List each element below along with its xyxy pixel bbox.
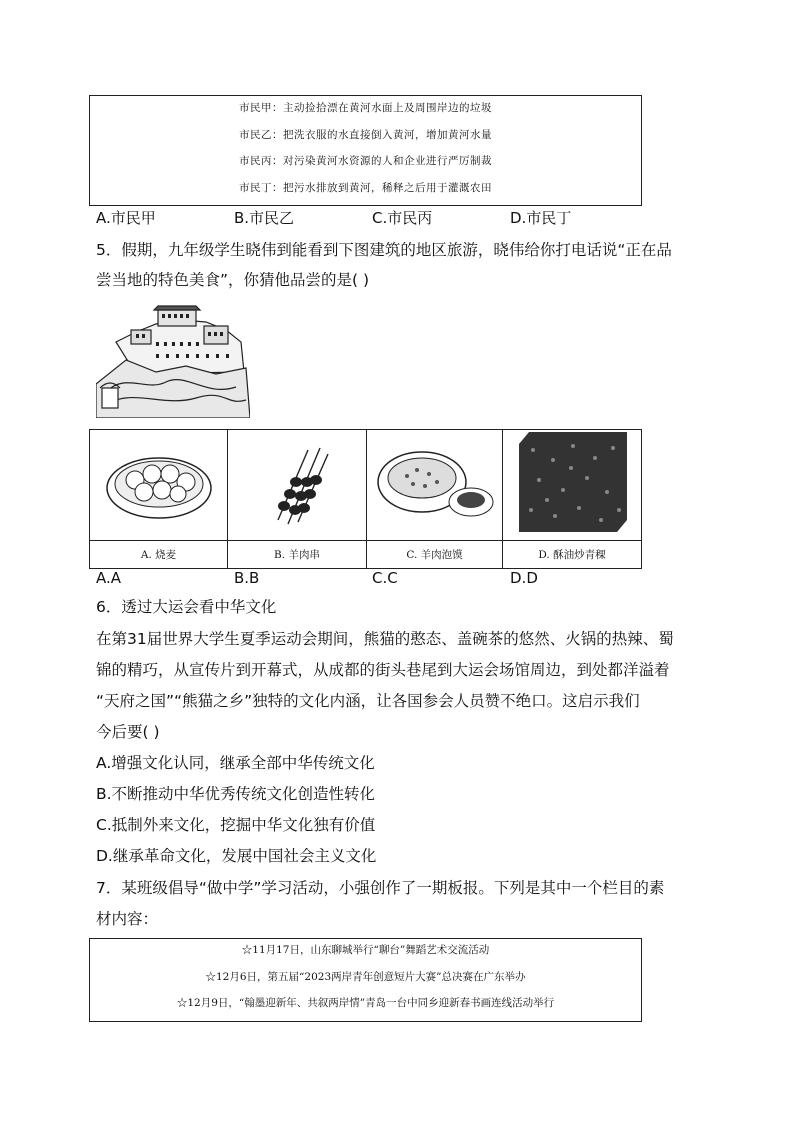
citizens-box <box>89 95 642 206</box>
q6-line-2: 锦的精巧，从宣传片到开幕式，从成都的街头巷尾到大运会场馆周边，到处都洋溢着 <box>96 661 670 679</box>
q6-option-d[interactable]: D.继承革命文化，发展中国社会主义文化 <box>96 847 377 865</box>
citizen-line-a: 市民甲：主动捡拾漂在黄河水面上及周围岸边的垃圾 <box>239 102 492 114</box>
news-box <box>89 938 642 1022</box>
citizen-line-c: 市民丙：对污染黄河水资源的人和企业进行严厉制裁 <box>239 155 492 167</box>
food-image-cell-c <box>367 430 503 540</box>
news-line-3: ☆12月9日，“翰墨迎新年、共叙两岸情”青岛一台中同乡迎新春书画连线活动举行 <box>176 997 555 1009</box>
q6-line-4: 今后要( ) <box>96 723 160 741</box>
q4-option-d[interactable]: D.市民丁 <box>510 209 572 227</box>
potala-palace-sketch <box>96 302 250 418</box>
shaomai-dish-image <box>90 430 228 540</box>
q5-question-line2: 尝当地的特色美食”，你猜他品尝的是( ) <box>96 271 370 289</box>
paomo-dish-image <box>367 430 503 540</box>
food-image-cell-b <box>228 430 367 540</box>
food-caption-a: A. 烧麦 <box>90 540 228 569</box>
butter-qingke-image <box>503 430 641 540</box>
q5-question-line1: 5．假期，九年级学生晓伟到能看到下图建筑的地区旅游，晓伟给你打电话说“正在品 <box>96 241 672 259</box>
food-image-cell-a <box>90 430 228 540</box>
citizen-line-b: 市民乙：把洗衣服的水直接倒入黄河，增加黄河水量 <box>239 129 492 141</box>
q4-option-a[interactable]: A.市民甲 <box>96 209 156 227</box>
citizen-line-d: 市民丁：把污水排放到黄河，稀释之后用于灌溉农田 <box>239 182 492 194</box>
q4-options <box>0 207 794 229</box>
q7-question-line2: 材内容： <box>96 910 159 928</box>
q5-option-d[interactable]: D.D <box>510 569 538 587</box>
lamb-skewer-image <box>228 430 367 540</box>
q6-option-c[interactable]: C.抵制外来文化，挖掘中华文化独有价值 <box>96 816 376 834</box>
q6-option-b[interactable]: B.不断推动中华优秀传统文化创造性转化 <box>96 785 376 803</box>
food-caption-d: D. 酥油炒青稞 <box>503 540 641 569</box>
q6-line-3: “天府之国”“熊猫之乡”独特的文化内涵，让各国参会人员赞不绝口。这启示我们 <box>96 692 640 710</box>
news-line-2: ☆12月6日，第五届“2023两岸青年创意短片大赛”总决赛在广东举办 <box>205 971 526 983</box>
q4-option-b[interactable]: B.市民乙 <box>234 209 295 227</box>
q6-option-a[interactable]: A.增强文化认同，继承全部中华传统文化 <box>96 754 375 772</box>
q4-option-c[interactable]: C.市民丙 <box>372 209 433 227</box>
q6-title: 6．透过大运会看中华文化 <box>96 598 277 616</box>
q7-question-line1: 7．某班级倡导“做中学”学习活动，小强创作了一期板报。下列是其中一个栏目的素 <box>96 879 665 897</box>
food-caption-b: B. 羊肉串 <box>228 540 367 569</box>
q5-options <box>0 569 794 591</box>
news-line-1: ☆11月17日，山东聊城举行“聊台”舞蹈艺术交流活动 <box>241 944 490 956</box>
q5-option-b[interactable]: B.B <box>234 569 260 587</box>
q5-option-c[interactable]: C.C <box>372 569 398 587</box>
food-image-cell-d <box>503 430 641 540</box>
q6-line-1: 在第31届世界大学生夏季运动会期间，熊猫的憨态、盖碗茶的悠然、火锅的热辣、蜀 <box>96 630 674 648</box>
q5-option-a[interactable]: A.A <box>96 569 122 587</box>
food-options-table <box>89 429 642 569</box>
food-caption-c: C. 羊肉泡馍 <box>367 540 503 569</box>
